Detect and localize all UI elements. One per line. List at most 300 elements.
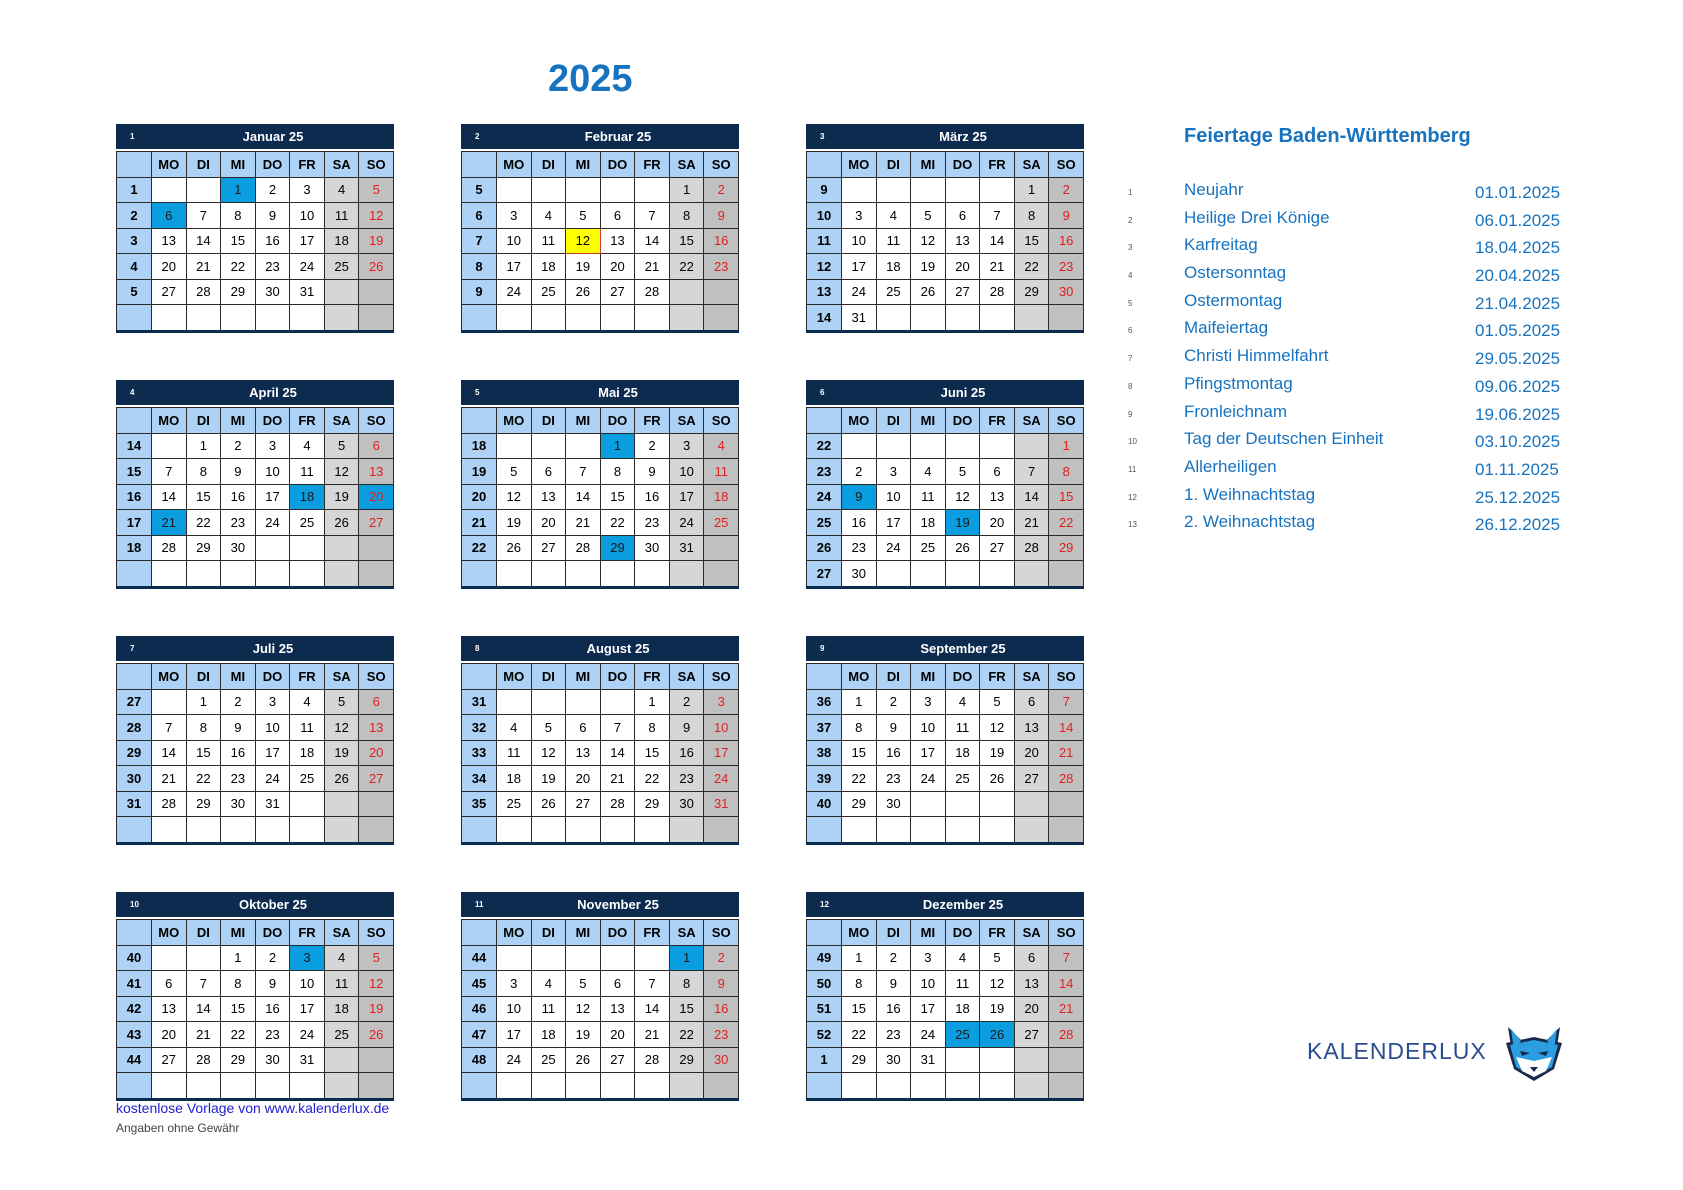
day-cell[interactable]: 14 <box>186 228 221 254</box>
day-cell[interactable]: 25 <box>290 766 325 792</box>
day-cell[interactable]: 19 <box>531 766 566 792</box>
day-cell[interactable]: 12 <box>566 996 601 1022</box>
day-cell[interactable]: 10 <box>876 484 911 510</box>
day-cell[interactable]: 30 <box>842 561 877 588</box>
day-cell[interactable] <box>324 279 359 305</box>
day-cell[interactable]: 27 <box>531 535 566 561</box>
day-cell[interactable]: 6 <box>152 971 187 997</box>
day-cell[interactable]: 13 <box>980 484 1015 510</box>
day-cell[interactable]: 30 <box>255 1047 290 1073</box>
day-cell[interactable]: 18 <box>911 510 946 536</box>
day-cell[interactable] <box>566 561 601 588</box>
day-cell[interactable]: 18 <box>945 740 980 766</box>
day-cell[interactable]: 4 <box>704 433 739 459</box>
day-cell[interactable] <box>290 561 325 588</box>
day-cell[interactable] <box>324 561 359 588</box>
day-cell[interactable] <box>221 305 256 332</box>
day-cell[interactable] <box>669 305 704 332</box>
day-cell[interactable]: 6 <box>531 459 566 485</box>
day-cell[interactable]: 10 <box>911 715 946 741</box>
day-cell[interactable]: 24 <box>704 766 739 792</box>
day-cell[interactable] <box>497 561 532 588</box>
day-cell[interactable] <box>497 1073 532 1100</box>
day-cell[interactable]: 1 <box>842 945 877 971</box>
day-cell[interactable]: 21 <box>1014 510 1049 536</box>
day-cell[interactable]: 6 <box>359 689 394 715</box>
day-cell[interactable]: 27 <box>980 535 1015 561</box>
day-cell[interactable]: 28 <box>1049 766 1084 792</box>
day-cell[interactable]: 23 <box>635 510 670 536</box>
day-cell[interactable]: 11 <box>911 484 946 510</box>
day-cell[interactable]: 3 <box>497 971 532 997</box>
day-cell[interactable]: 20 <box>359 740 394 766</box>
day-cell[interactable]: 3 <box>290 177 325 203</box>
day-cell[interactable]: 9 <box>221 715 256 741</box>
day-cell[interactable]: 5 <box>531 715 566 741</box>
day-cell[interactable] <box>1049 1047 1084 1073</box>
day-cell[interactable]: 20 <box>359 484 394 510</box>
day-cell[interactable]: 9 <box>255 203 290 229</box>
day-cell[interactable]: 12 <box>980 715 1015 741</box>
day-cell[interactable]: 17 <box>911 740 946 766</box>
day-cell[interactable]: 2 <box>1049 177 1084 203</box>
day-cell[interactable]: 4 <box>531 203 566 229</box>
day-cell[interactable]: 29 <box>1049 535 1084 561</box>
day-cell[interactable]: 29 <box>186 791 221 817</box>
day-cell[interactable] <box>1014 433 1049 459</box>
day-cell[interactable] <box>221 817 256 844</box>
day-cell[interactable]: 8 <box>842 971 877 997</box>
day-cell[interactable] <box>1049 305 1084 332</box>
day-cell[interactable]: 6 <box>1014 689 1049 715</box>
day-cell[interactable]: 7 <box>980 203 1015 229</box>
day-cell[interactable]: 10 <box>255 459 290 485</box>
day-cell[interactable]: 26 <box>980 766 1015 792</box>
day-cell[interactable]: 30 <box>255 279 290 305</box>
day-cell[interactable]: 6 <box>600 203 635 229</box>
day-cell[interactable]: 5 <box>359 177 394 203</box>
day-cell[interactable]: 25 <box>531 279 566 305</box>
day-cell[interactable]: 21 <box>1049 740 1084 766</box>
day-cell[interactable]: 2 <box>255 177 290 203</box>
day-cell[interactable] <box>359 791 394 817</box>
day-cell[interactable] <box>255 561 290 588</box>
day-cell[interactable]: 25 <box>324 254 359 280</box>
day-cell[interactable]: 8 <box>1049 459 1084 485</box>
day-cell[interactable]: 16 <box>221 484 256 510</box>
day-cell[interactable]: 22 <box>186 766 221 792</box>
day-cell[interactable] <box>911 817 946 844</box>
day-cell[interactable] <box>531 561 566 588</box>
day-cell[interactable]: 15 <box>669 996 704 1022</box>
day-cell[interactable]: 16 <box>669 740 704 766</box>
day-cell[interactable]: 27 <box>945 279 980 305</box>
day-cell[interactable]: 13 <box>152 996 187 1022</box>
day-cell[interactable]: 5 <box>324 433 359 459</box>
day-cell[interactable]: 14 <box>635 228 670 254</box>
day-cell[interactable] <box>1014 561 1049 588</box>
day-cell[interactable]: 12 <box>911 228 946 254</box>
day-cell[interactable]: 12 <box>945 484 980 510</box>
day-cell[interactable]: 9 <box>876 971 911 997</box>
day-cell[interactable]: 4 <box>497 715 532 741</box>
day-cell[interactable] <box>359 279 394 305</box>
day-cell[interactable]: 1 <box>842 689 877 715</box>
day-cell[interactable]: 11 <box>704 459 739 485</box>
day-cell[interactable]: 22 <box>842 766 877 792</box>
day-cell[interactable] <box>704 817 739 844</box>
day-cell[interactable] <box>842 177 877 203</box>
day-cell[interactable]: 2 <box>704 945 739 971</box>
day-cell[interactable]: 24 <box>290 254 325 280</box>
day-cell[interactable]: 25 <box>876 279 911 305</box>
day-cell[interactable]: 11 <box>324 971 359 997</box>
day-cell[interactable] <box>255 305 290 332</box>
day-cell[interactable]: 20 <box>600 254 635 280</box>
day-cell[interactable] <box>324 791 359 817</box>
day-cell[interactable]: 7 <box>600 715 635 741</box>
day-cell[interactable] <box>635 305 670 332</box>
day-cell[interactable]: 18 <box>531 254 566 280</box>
day-cell[interactable] <box>359 561 394 588</box>
day-cell[interactable] <box>152 689 187 715</box>
day-cell[interactable]: 31 <box>290 279 325 305</box>
day-cell[interactable]: 9 <box>635 459 670 485</box>
day-cell[interactable] <box>669 561 704 588</box>
day-cell[interactable] <box>152 305 187 332</box>
day-cell[interactable] <box>152 433 187 459</box>
day-cell[interactable] <box>1049 561 1084 588</box>
day-cell[interactable] <box>842 817 877 844</box>
day-cell[interactable]: 13 <box>945 228 980 254</box>
day-cell[interactable]: 6 <box>359 433 394 459</box>
day-cell[interactable]: 23 <box>1049 254 1084 280</box>
day-cell[interactable]: 22 <box>221 254 256 280</box>
day-cell[interactable]: 31 <box>255 791 290 817</box>
day-cell[interactable]: 16 <box>704 996 739 1022</box>
day-cell[interactable]: 18 <box>945 996 980 1022</box>
day-cell[interactable]: 11 <box>290 459 325 485</box>
day-cell[interactable] <box>1014 817 1049 844</box>
day-cell[interactable]: 2 <box>842 459 877 485</box>
day-cell[interactable]: 3 <box>876 459 911 485</box>
day-cell[interactable]: 13 <box>566 740 601 766</box>
day-cell[interactable]: 4 <box>876 203 911 229</box>
day-cell[interactable]: 23 <box>704 254 739 280</box>
day-cell[interactable] <box>359 1047 394 1073</box>
day-cell[interactable] <box>290 535 325 561</box>
day-cell[interactable] <box>911 305 946 332</box>
day-cell[interactable]: 2 <box>221 689 256 715</box>
day-cell[interactable] <box>876 305 911 332</box>
day-cell[interactable] <box>497 689 532 715</box>
day-cell[interactable]: 14 <box>1049 971 1084 997</box>
day-cell[interactable]: 5 <box>980 945 1015 971</box>
day-cell[interactable]: 7 <box>1014 459 1049 485</box>
day-cell[interactable]: 27 <box>600 1047 635 1073</box>
day-cell[interactable]: 29 <box>669 1047 704 1073</box>
day-cell[interactable]: 28 <box>1014 535 1049 561</box>
day-cell[interactable]: 25 <box>497 791 532 817</box>
day-cell[interactable]: 12 <box>566 228 601 254</box>
day-cell[interactable]: 18 <box>876 254 911 280</box>
day-cell[interactable] <box>980 305 1015 332</box>
day-cell[interactable] <box>255 1073 290 1100</box>
day-cell[interactable] <box>980 817 1015 844</box>
day-cell[interactable]: 2 <box>669 689 704 715</box>
day-cell[interactable] <box>600 689 635 715</box>
day-cell[interactable]: 27 <box>1014 766 1049 792</box>
day-cell[interactable] <box>980 561 1015 588</box>
day-cell[interactable]: 24 <box>255 510 290 536</box>
day-cell[interactable]: 6 <box>566 715 601 741</box>
day-cell[interactable]: 3 <box>255 433 290 459</box>
day-cell[interactable] <box>497 945 532 971</box>
day-cell[interactable]: 16 <box>255 228 290 254</box>
day-cell[interactable]: 28 <box>186 279 221 305</box>
day-cell[interactable] <box>635 561 670 588</box>
day-cell[interactable]: 21 <box>635 254 670 280</box>
day-cell[interactable]: 18 <box>324 996 359 1022</box>
day-cell[interactable] <box>704 1073 739 1100</box>
day-cell[interactable]: 28 <box>186 1047 221 1073</box>
day-cell[interactable]: 15 <box>842 740 877 766</box>
day-cell[interactable]: 5 <box>497 459 532 485</box>
day-cell[interactable]: 22 <box>600 510 635 536</box>
day-cell[interactable] <box>290 817 325 844</box>
day-cell[interactable]: 1 <box>635 689 670 715</box>
day-cell[interactable] <box>566 177 601 203</box>
day-cell[interactable]: 25 <box>324 1022 359 1048</box>
day-cell[interactable] <box>255 535 290 561</box>
day-cell[interactable] <box>186 177 221 203</box>
day-cell[interactable]: 18 <box>290 484 325 510</box>
day-cell[interactable]: 12 <box>359 971 394 997</box>
day-cell[interactable]: 22 <box>842 1022 877 1048</box>
day-cell[interactable]: 27 <box>359 510 394 536</box>
day-cell[interactable] <box>497 817 532 844</box>
day-cell[interactable]: 27 <box>566 791 601 817</box>
day-cell[interactable] <box>186 561 221 588</box>
day-cell[interactable]: 3 <box>497 203 532 229</box>
day-cell[interactable]: 4 <box>290 689 325 715</box>
day-cell[interactable] <box>531 433 566 459</box>
day-cell[interactable]: 12 <box>324 459 359 485</box>
day-cell[interactable]: 17 <box>255 740 290 766</box>
day-cell[interactable]: 4 <box>945 689 980 715</box>
day-cell[interactable] <box>324 1047 359 1073</box>
day-cell[interactable]: 8 <box>221 971 256 997</box>
day-cell[interactable] <box>497 305 532 332</box>
day-cell[interactable]: 28 <box>635 279 670 305</box>
day-cell[interactable]: 6 <box>980 459 1015 485</box>
day-cell[interactable]: 19 <box>359 228 394 254</box>
day-cell[interactable]: 17 <box>290 228 325 254</box>
day-cell[interactable]: 2 <box>876 689 911 715</box>
day-cell[interactable]: 14 <box>152 484 187 510</box>
day-cell[interactable]: 4 <box>324 945 359 971</box>
day-cell[interactable]: 7 <box>1049 945 1084 971</box>
day-cell[interactable]: 13 <box>531 484 566 510</box>
day-cell[interactable] <box>566 433 601 459</box>
day-cell[interactable]: 4 <box>290 433 325 459</box>
day-cell[interactable] <box>842 433 877 459</box>
day-cell[interactable] <box>186 945 221 971</box>
day-cell[interactable] <box>324 1073 359 1100</box>
day-cell[interactable]: 1 <box>669 177 704 203</box>
day-cell[interactable]: 11 <box>531 996 566 1022</box>
day-cell[interactable] <box>1014 1073 1049 1100</box>
day-cell[interactable]: 1 <box>186 433 221 459</box>
day-cell[interactable]: 9 <box>842 484 877 510</box>
day-cell[interactable]: 30 <box>1049 279 1084 305</box>
day-cell[interactable] <box>704 561 739 588</box>
day-cell[interactable]: 24 <box>497 1047 532 1073</box>
day-cell[interactable]: 11 <box>945 971 980 997</box>
day-cell[interactable]: 22 <box>669 254 704 280</box>
day-cell[interactable] <box>221 1073 256 1100</box>
day-cell[interactable]: 3 <box>255 689 290 715</box>
day-cell[interactable]: 16 <box>876 996 911 1022</box>
day-cell[interactable] <box>566 1073 601 1100</box>
day-cell[interactable] <box>980 1073 1015 1100</box>
day-cell[interactable]: 11 <box>531 228 566 254</box>
day-cell[interactable]: 19 <box>566 1022 601 1048</box>
day-cell[interactable]: 10 <box>842 228 877 254</box>
day-cell[interactable] <box>531 1073 566 1100</box>
day-cell[interactable]: 26 <box>980 1022 1015 1048</box>
day-cell[interactable]: 30 <box>876 791 911 817</box>
day-cell[interactable]: 10 <box>497 228 532 254</box>
day-cell[interactable] <box>152 561 187 588</box>
day-cell[interactable]: 15 <box>221 228 256 254</box>
day-cell[interactable]: 24 <box>497 279 532 305</box>
day-cell[interactable] <box>945 1047 980 1073</box>
day-cell[interactable] <box>531 689 566 715</box>
day-cell[interactable]: 11 <box>876 228 911 254</box>
day-cell[interactable] <box>945 1073 980 1100</box>
day-cell[interactable]: 1 <box>221 177 256 203</box>
day-cell[interactable]: 7 <box>152 459 187 485</box>
day-cell[interactable]: 13 <box>152 228 187 254</box>
day-cell[interactable]: 29 <box>221 279 256 305</box>
day-cell[interactable] <box>876 817 911 844</box>
day-cell[interactable] <box>324 817 359 844</box>
day-cell[interactable]: 23 <box>221 766 256 792</box>
day-cell[interactable]: 20 <box>152 254 187 280</box>
day-cell[interactable] <box>911 1073 946 1100</box>
day-cell[interactable] <box>531 177 566 203</box>
day-cell[interactable]: 8 <box>669 203 704 229</box>
day-cell[interactable] <box>876 1073 911 1100</box>
day-cell[interactable] <box>152 177 187 203</box>
day-cell[interactable]: 28 <box>980 279 1015 305</box>
day-cell[interactable] <box>635 817 670 844</box>
day-cell[interactable] <box>945 817 980 844</box>
day-cell[interactable]: 20 <box>1014 996 1049 1022</box>
day-cell[interactable]: 2 <box>635 433 670 459</box>
day-cell[interactable]: 23 <box>669 766 704 792</box>
day-cell[interactable] <box>911 791 946 817</box>
day-cell[interactable]: 2 <box>255 945 290 971</box>
day-cell[interactable] <box>566 305 601 332</box>
day-cell[interactable] <box>290 305 325 332</box>
day-cell[interactable] <box>186 817 221 844</box>
day-cell[interactable]: 4 <box>324 177 359 203</box>
day-cell[interactable]: 17 <box>876 510 911 536</box>
day-cell[interactable]: 14 <box>186 996 221 1022</box>
day-cell[interactable]: 10 <box>497 996 532 1022</box>
day-cell[interactable]: 21 <box>152 510 187 536</box>
day-cell[interactable]: 15 <box>186 740 221 766</box>
day-cell[interactable]: 21 <box>152 766 187 792</box>
day-cell[interactable]: 5 <box>566 203 601 229</box>
day-cell[interactable]: 21 <box>186 254 221 280</box>
day-cell[interactable]: 14 <box>1014 484 1049 510</box>
day-cell[interactable] <box>704 305 739 332</box>
day-cell[interactable] <box>669 817 704 844</box>
day-cell[interactable]: 23 <box>255 1022 290 1048</box>
day-cell[interactable]: 12 <box>497 484 532 510</box>
day-cell[interactable]: 13 <box>600 996 635 1022</box>
day-cell[interactable] <box>1014 305 1049 332</box>
day-cell[interactable]: 27 <box>152 1047 187 1073</box>
day-cell[interactable] <box>1049 791 1084 817</box>
day-cell[interactable] <box>911 561 946 588</box>
day-cell[interactable]: 10 <box>669 459 704 485</box>
day-cell[interactable]: 22 <box>669 1022 704 1048</box>
day-cell[interactable]: 25 <box>945 766 980 792</box>
day-cell[interactable]: 7 <box>566 459 601 485</box>
day-cell[interactable]: 30 <box>221 535 256 561</box>
day-cell[interactable]: 26 <box>324 510 359 536</box>
day-cell[interactable]: 30 <box>669 791 704 817</box>
day-cell[interactable]: 3 <box>911 689 946 715</box>
day-cell[interactable] <box>945 433 980 459</box>
day-cell[interactable] <box>1049 817 1084 844</box>
day-cell[interactable] <box>669 279 704 305</box>
day-cell[interactable] <box>600 305 635 332</box>
day-cell[interactable]: 13 <box>359 715 394 741</box>
day-cell[interactable] <box>324 305 359 332</box>
day-cell[interactable]: 1 <box>600 433 635 459</box>
day-cell[interactable]: 3 <box>290 945 325 971</box>
day-cell[interactable] <box>876 433 911 459</box>
day-cell[interactable]: 6 <box>152 203 187 229</box>
day-cell[interactable]: 5 <box>980 689 1015 715</box>
day-cell[interactable]: 19 <box>980 996 1015 1022</box>
day-cell[interactable]: 2 <box>876 945 911 971</box>
day-cell[interactable] <box>359 817 394 844</box>
day-cell[interactable]: 3 <box>669 433 704 459</box>
day-cell[interactable]: 27 <box>152 279 187 305</box>
day-cell[interactable]: 4 <box>531 971 566 997</box>
day-cell[interactable]: 29 <box>635 791 670 817</box>
day-cell[interactable]: 23 <box>255 254 290 280</box>
day-cell[interactable]: 21 <box>1049 996 1084 1022</box>
day-cell[interactable] <box>152 817 187 844</box>
day-cell[interactable]: 18 <box>497 766 532 792</box>
day-cell[interactable]: 14 <box>566 484 601 510</box>
day-cell[interactable]: 22 <box>1049 510 1084 536</box>
day-cell[interactable]: 16 <box>704 228 739 254</box>
day-cell[interactable] <box>945 177 980 203</box>
day-cell[interactable] <box>359 305 394 332</box>
day-cell[interactable]: 9 <box>876 715 911 741</box>
day-cell[interactable]: 18 <box>704 484 739 510</box>
day-cell[interactable]: 29 <box>842 791 877 817</box>
day-cell[interactable]: 8 <box>669 971 704 997</box>
